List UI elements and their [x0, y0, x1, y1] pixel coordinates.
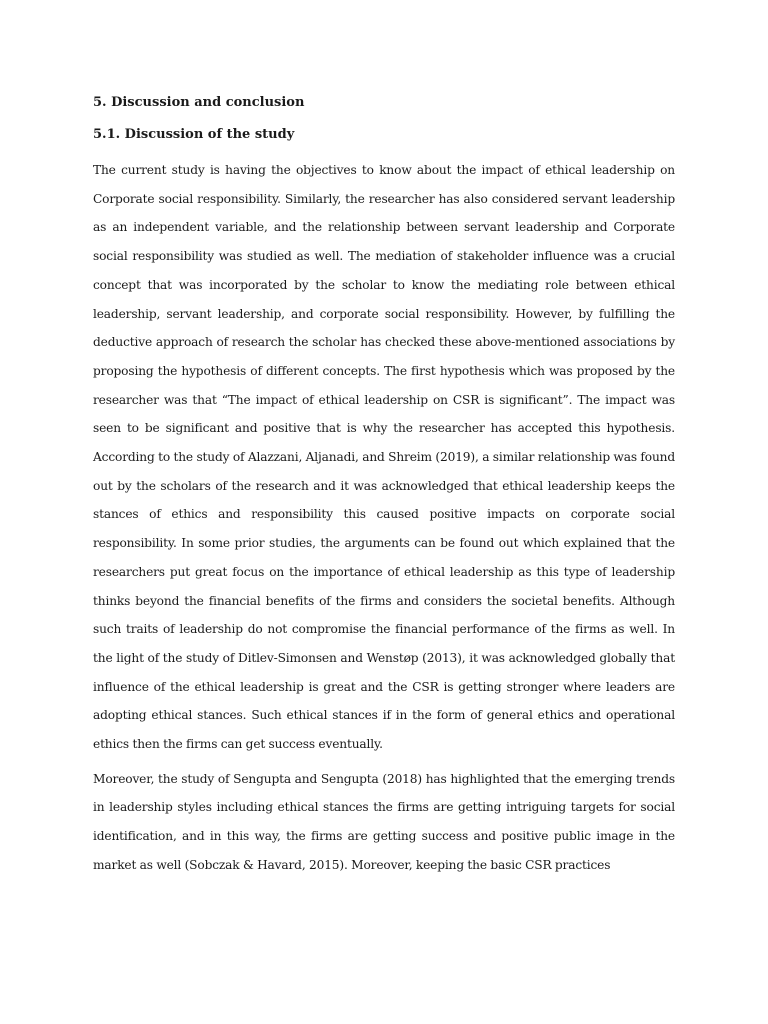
body-paragraph-2: Moreover, the study of Sengupta and Sengupta (2018) has highlighted that the emerging trends in leadership styles including ethical stances the firms are getting intriguing targets for social identification, and in this way, the firms are getting success and positive public image in the market as well (Sobczak & Havard, 2015). Moreover, keeping the basic CSR practices	[93, 771, 675, 872]
section-heading: 5. Discussion and conclusion	[93, 95, 305, 110]
body-paragraph-1: The current study is having the objectives to know about the impact of ethical leadership on Corporate social responsibility. Similarly, the researcher has also considered servant leadership as an independent variable, and the relationship between servant leadership and Corporate social responsibility was studied as well. The mediation of stakeholder influence was a crucial concept that was incorporated by the scholar to know the mediating role between ethical leadership, servant leadership, and corporate social responsibility. However, by fulfilling the deductive approach of research the scholar has checked these above-mentioned associations by proposing the hypothesis of different concepts. The first hypothesis which was proposed by the researcher was that “The impact of ethical leadership on CSR is significant”. The impact was seen to be significant and positive that is why the researcher has accepted this hypothesis. According to the study of Alazzani, Aljanadi, and Shreim (2019), a similar relationship was found out by the scholars of the research and it was acknowledged that ethical leadership keeps the stances of ethics and responsibility this caused positive impacts on corporate social responsibility. In some prior studies, the arguments can be found out which explained that the researchers put great focus on the importance of ethical leadership as this type of leadership thinks beyond the financial benefits of the firms and considers the societal benefits. Although such traits of leadership do not compromise the financial performance of the firms as well. In the light of the study of Ditlev-Simonsen and Wenstøp (2013), it was acknowledged globally that influence of the ethical leadership is great and the CSR is getting stronger where leaders are adopting ethical stances. Such ethical stances if in the form of general ethics and operational ethics then the firms can get success eventually.	[93, 163, 675, 752]
document-body	[93, 92, 675, 886]
subsection-heading: 5.1. Discussion of the study	[93, 127, 295, 142]
